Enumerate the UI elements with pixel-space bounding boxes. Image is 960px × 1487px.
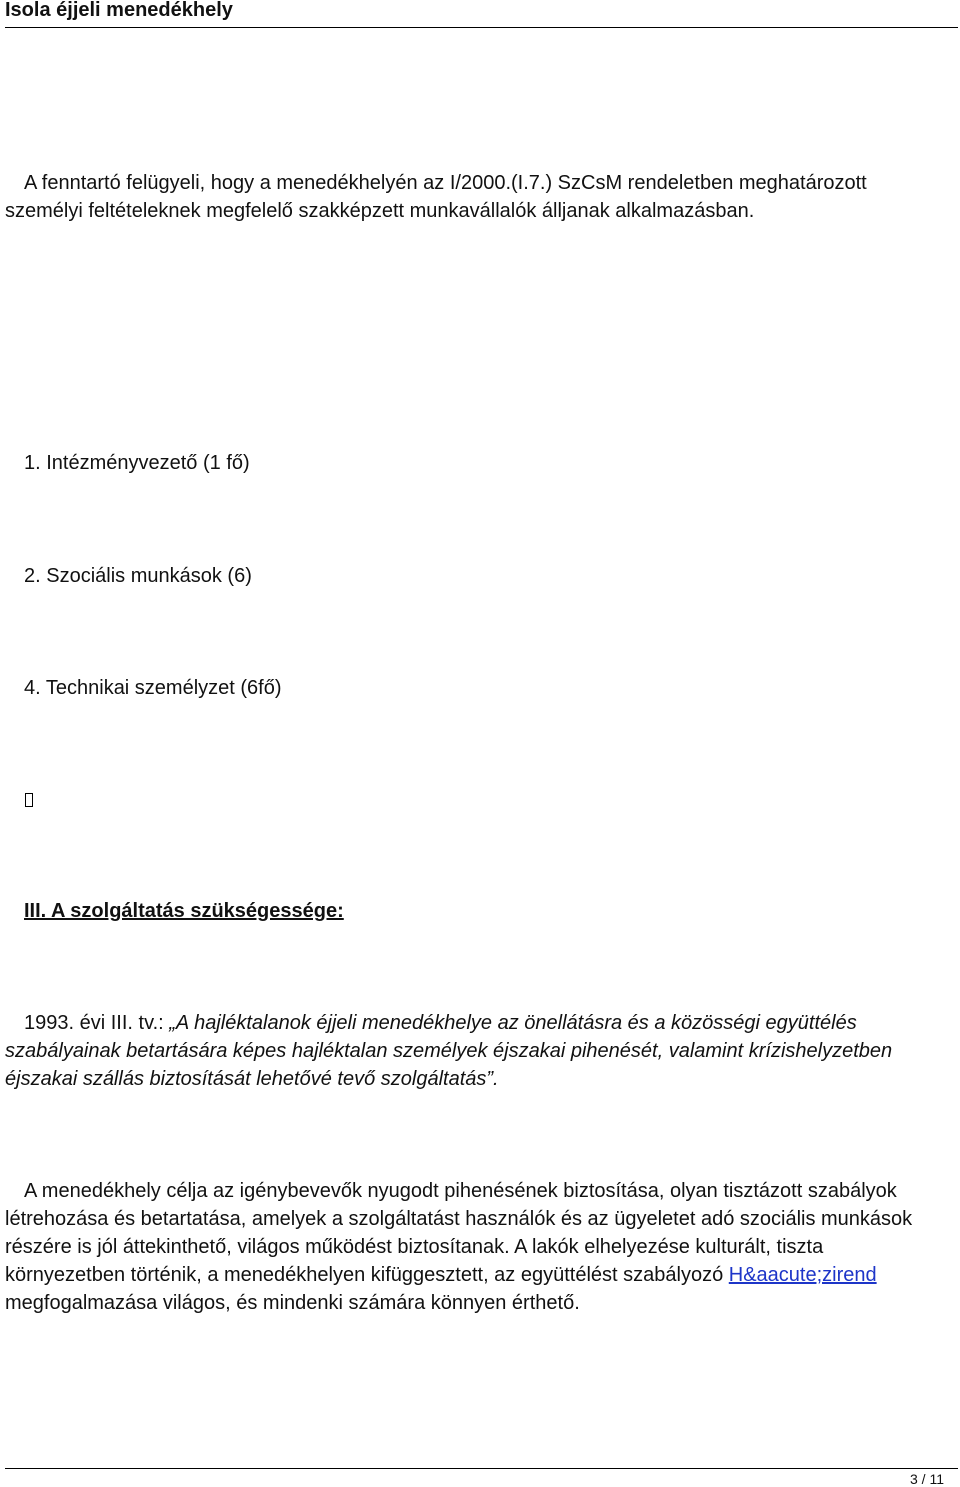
header-divider — [5, 27, 958, 28]
document-header-title: Isola éjjeli menedékhely — [5, 0, 233, 21]
paragraph-staffing-requirement — [5, 169, 945, 225]
missing-glyph-box-icon — [25, 793, 33, 807]
paragraph-staffing-text: A fenntartó felügyeli, hogy a menedékhelyén az I/2000.(I.7.) SzCsM rendeletben meghatározott személyi feltételeknek megfelelő szakképzett munkavállalók álljanak alkalmazásban. — [5, 172, 867, 222]
law-quote: „A hajléktalanok éjjeli menedékhelye az önellátásra és a közösségi együttélés szabályainak betartására képes hajléktalan személyek éjszakai pihenését, valamint krízishelyzetben éjszakai szállás biztosítását lehetővé tevő szolgáltatás”. — [5, 1012, 893, 1090]
section-heading: III. A szolgáltatás szükségessége: — [24, 900, 344, 922]
purpose-text-before-link: A menedékhely célja az igénybevevők nyugodt pihenésének biztosítása, olyan tisztázott szabályok létrehozása és betartatása, amelyek a szolgáltatást használók és az ügyeletet adó szociális munkások részére is jól áttekinthető, világos működést biztosítanak. A lakók elhelyezése kulturált, tiszta környezetben történik, a menedékhelyen kifüggesztett, az együttélést szabályozó — [5, 1180, 913, 1286]
purpose-text-after-link: megfogalmazása világos, és mindenki számára könnyen érthető. — [5, 1292, 580, 1314]
staff-list-item-1: 1. Intézményvezető (1 fő) — [24, 452, 250, 474]
footer-divider — [5, 1468, 958, 1469]
staff-list-item-3: 4. Technikai személyzet (6fő) — [24, 677, 282, 699]
house-rules-link[interactable]: H&aacute;zirend — [728, 1264, 877, 1286]
law-reference: 1993. évi III. tv.: — [24, 1012, 170, 1034]
paragraph-law-definition — [5, 1009, 945, 1093]
staff-list-item-2: 2. Szociális munkások (6) — [24, 565, 252, 587]
page-number: 3 / 11 — [910, 1471, 944, 1487]
paragraph-shelter-purpose — [5, 1177, 945, 1317]
